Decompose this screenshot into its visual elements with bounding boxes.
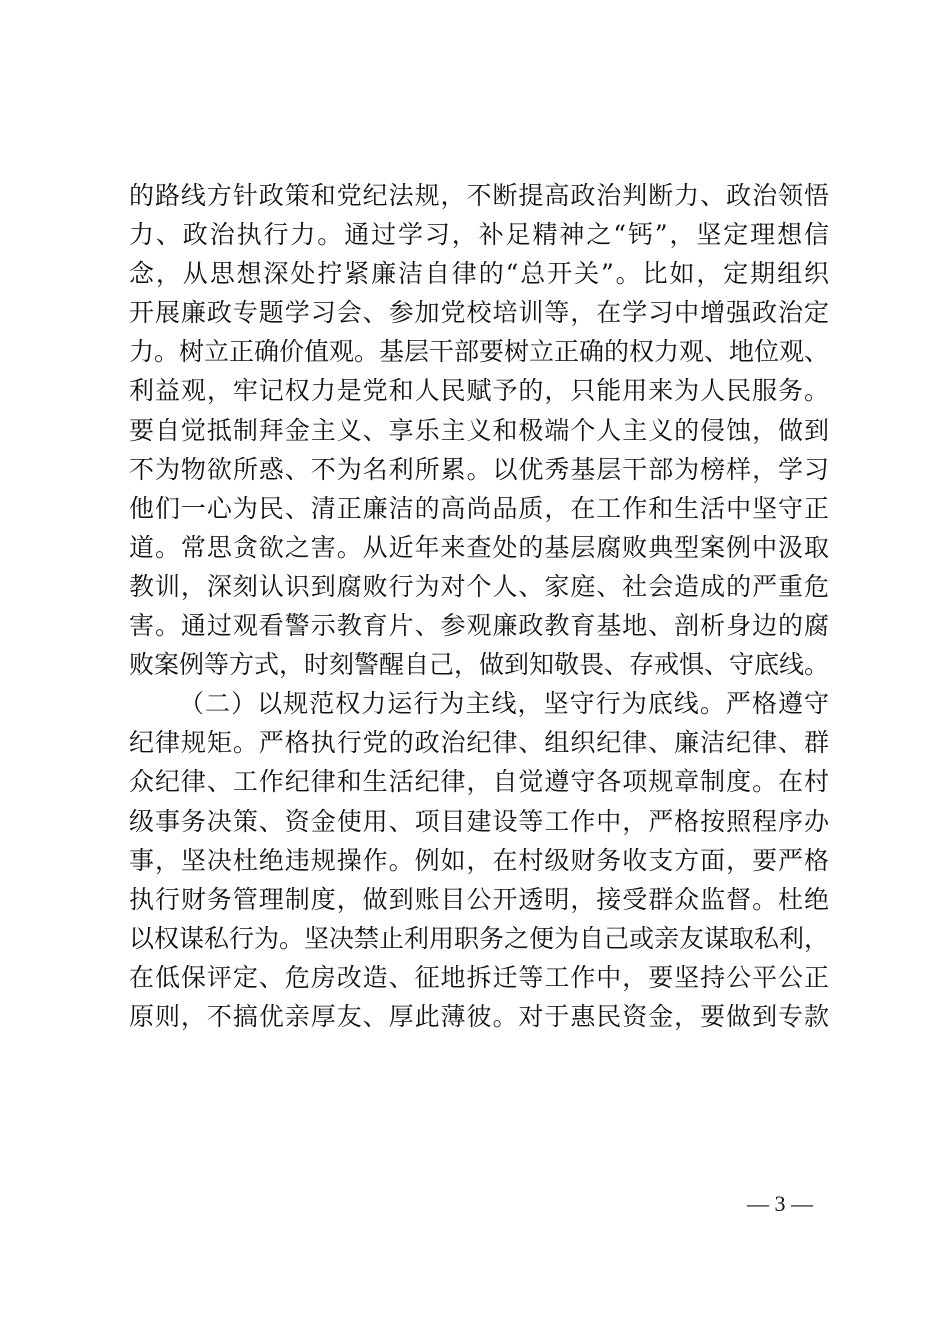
text-line: 众纪律、工作纪律和生活纪律，自觉遵守各项规章制度。在村 [129,767,829,797]
text-line: 力。树立正确价值观。基层干部要树立正确的权力观、地位观、 [129,337,830,367]
text-line: 道。常思贪欲之害。从近年来查处的基层腐败典型案例中汲取 [129,532,829,562]
body-text [129,176,829,1036]
text-line: 念，从思想深处拧紧廉洁自律的“总开关”。比如，定期组织 [129,259,829,289]
paragraph-end-line: 败案例等方式，时刻警醒自己，做到知敬畏、存戒惧、守底线。 [129,650,830,680]
text-line: 以权谋私行为。坚决禁止利用职务之便为自己或亲友谋取私利， [129,923,830,953]
text-line: 力、政治执行力。通过学习，补足精神之“钙”，坚定理想信 [129,220,829,250]
text-line: 事，坚决杜绝违规操作。例如，在村级财务收支方面，要严格 [129,845,829,875]
text-line: 原则，不搞优亲厚友、厚此薄彼。对于惠民资金，要做到专款 [129,1001,829,1031]
text-line: 执行财务管理制度，做到账目公开透明，接受群众监督。杜绝 [129,884,829,914]
text-line: 在低保评定、危房改造、征地拆迁等工作中，要坚持公平公正 [129,962,829,992]
text-line: 他们一心为民、清正廉洁的高尚品质，在工作和生活中坚守正 [129,493,829,523]
text-line: 级事务决策、资金使用、项目建设等工作中，严格按照程序办 [129,806,829,836]
text-line: 不为物欲所惑、不为名利所累。以优秀基层干部为榜样，学习 [129,454,829,484]
text-line: 开展廉政专题学习会、参加党校培训等，在学习中增强政治定 [129,298,829,328]
text-line: 利益观，牢记权力是党和人民赋予的，只能用来为人民服务。 [129,376,829,406]
text-line: 纪律规矩。严格执行党的政治纪律、组织纪律、廉洁纪律、群 [129,728,829,758]
section-heading-line: （二）以规范权力运行为主线，坚守行为底线。严格遵守 [179,689,829,719]
page-number: — 3 — [747,1191,813,1216]
text-line: 要自觉抵制拜金主义、享乐主义和极端个人主义的侵蚀，做到 [129,415,829,445]
text-line: 教训，深刻认识到腐败行为对个人、家庭、社会造成的严重危 [129,571,829,601]
text-line: 害。通过观看警示教育片、参观廉政教育基地、剖析身边的腐 [129,611,829,641]
text-line: 的路线方针政策和党纪法规，不断提高政治判断力、政治领悟 [129,181,829,210]
